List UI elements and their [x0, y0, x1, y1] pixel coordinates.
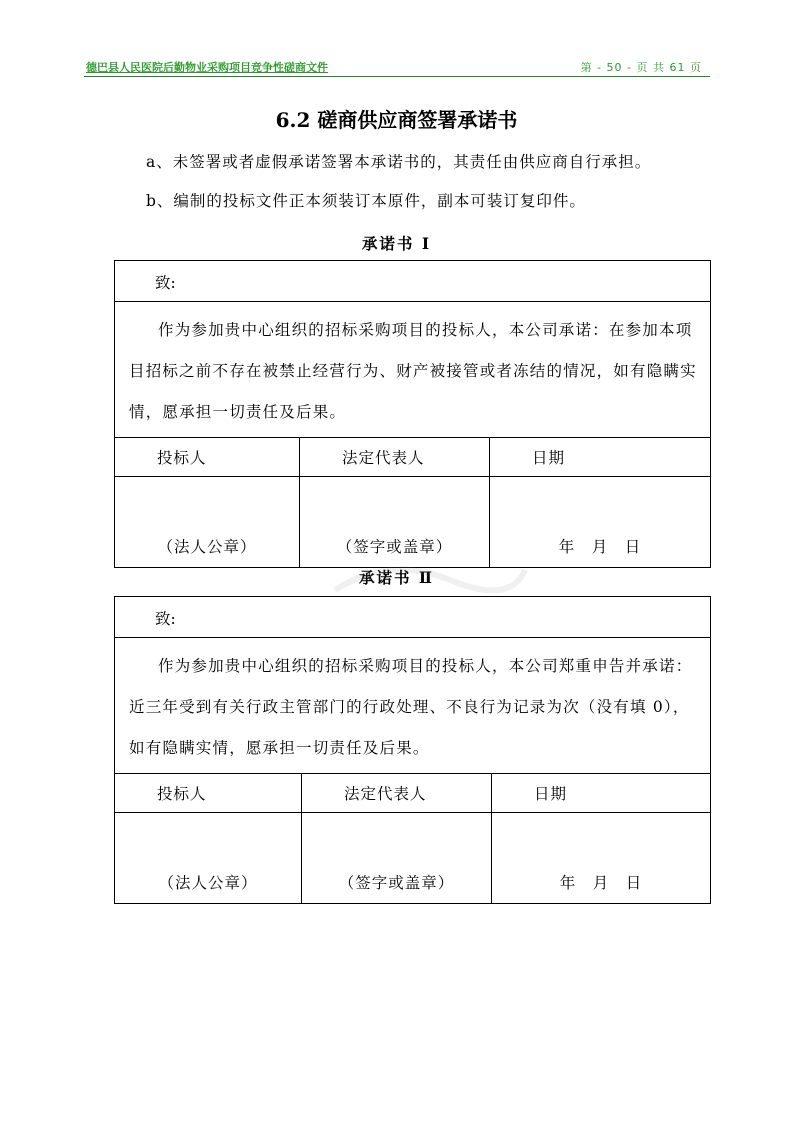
- pledge-2-bidder-header: 投标人: [115, 774, 302, 813]
- pledge-2-table: [114, 596, 711, 904]
- page-number: 第 - 50 - 页 共 61 页: [580, 61, 702, 74]
- pledge-2-body: 作为参加贵中心组织的招标采购项目的投标人，本公司郑重申告并承诺：近三年受到有关行政主管部门的行政处理、不良行为记录为次（没有填 0），如有隐瞒实情，愿承担一切责任及后果。: [115, 638, 711, 774]
- pledge-1-date: 年 月 日: [490, 477, 711, 568]
- watermark-graphic: [330, 560, 530, 600]
- note-a: a、未签署或者虚假承诺签署本承诺书的，其责任由供应商自行承担。: [146, 153, 652, 171]
- pledge-2-date: 年 月 日: [492, 813, 711, 904]
- pledge-1-legal-rep-header: 法定代表人: [300, 438, 490, 477]
- pledge-1-bidder-header: 投标人: [115, 438, 300, 477]
- pledge-1-table: [114, 260, 711, 568]
- note-b: b、编制的投标文件正本须装订本原件，副本可装订复印件。: [146, 192, 586, 210]
- pledge-2-date-header: 日期: [492, 774, 711, 813]
- document-name: 德巴县人民医院后勤物业采购项目竞争性磋商文件: [86, 61, 328, 74]
- page-header: [84, 56, 710, 77]
- pledge-2-to: 致:: [115, 597, 711, 638]
- pledge-2-company-seal: （法人公章）: [115, 813, 302, 904]
- pledge-2-legal-rep-header: 法定代表人: [302, 774, 492, 813]
- pledge-1-body: 作为参加贵中心组织的招标采购项目的投标人，本公司承诺：在参加本项目招标之前不存在被禁止经营行为、财产被接管或者冻结的情况，如有隐瞒实情，愿承担一切责任及后果。: [115, 302, 711, 438]
- pledge-1-company-seal: （法人公章）: [115, 477, 300, 568]
- pledge-2-heading: 承诺书 Ⅱ: [359, 568, 434, 587]
- pledge-1-signature: （签字或盖章）: [300, 477, 490, 568]
- section-title: 6.2 磋商供应商签署承诺书: [275, 108, 518, 132]
- pledge-2-signature: （签字或盖章）: [302, 813, 492, 904]
- pledge-1-date-header: 日期: [490, 438, 711, 477]
- pledge-1-to: 致:: [115, 261, 711, 302]
- pledge-1-heading: 承诺书 Ⅰ: [361, 234, 432, 253]
